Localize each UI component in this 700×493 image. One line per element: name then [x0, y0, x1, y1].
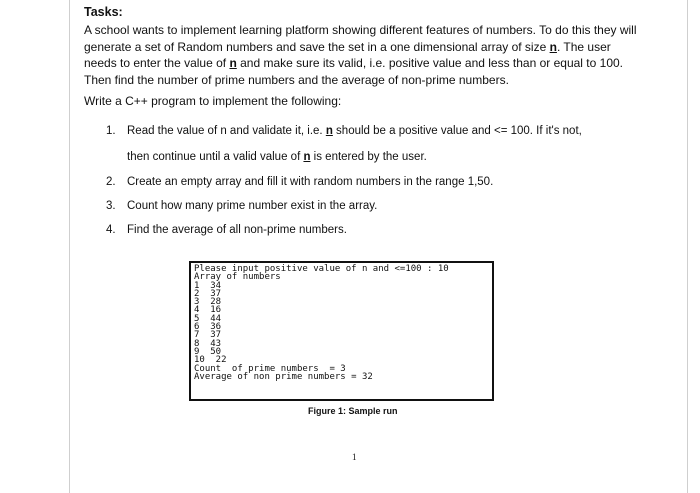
intro-text-2-end: and make sure its valid, i.e. positive value and less than or equal to 100. Then find the number of prime numbers and the average of non-prime numbers.	[84, 56, 624, 87]
console-row: 2 37	[194, 288, 222, 299]
console-row: 3 28	[194, 297, 222, 308]
task-text: Create an empty array and fill it with random numbers in the range 1,50.	[127, 176, 494, 188]
intro-text-1: A school wants to implement learning platform showing different features of numbers. To do this they will generate a set of Random numbers and save the set in a one dimensional array of size	[84, 23, 637, 54]
intro-n-2: n	[229, 56, 237, 70]
console-prompt: Please input positive value of n and <=100 : 10	[194, 264, 449, 274]
task-text	[127, 125, 582, 137]
console-row: 9 50	[194, 346, 222, 357]
task-number: 1.	[106, 125, 116, 137]
figure-caption: Figure 1: Sample run	[308, 406, 398, 416]
console-row: 4 16	[194, 305, 222, 316]
task-n: n	[303, 151, 311, 163]
left-border	[69, 0, 70, 493]
task-text-part: Read the value of n and validate it, i.e.	[127, 125, 326, 137]
console-row: 1 34	[194, 280, 222, 291]
console-row: 6 36	[194, 322, 222, 333]
task-text-part: is entered by the user.	[310, 151, 427, 163]
tasks-heading: Tasks:	[84, 5, 123, 19]
intro-n-1: n	[549, 39, 557, 54]
task-text-part: should be a positive value and <= 100. If it's not,	[332, 125, 582, 137]
intro-text-2: The user needs to enter the value of	[84, 39, 611, 70]
console-array-header: Array of numbers	[194, 272, 281, 283]
intro-paragraph	[84, 22, 644, 88]
task-text-part: then continue until a valid value of	[127, 151, 304, 163]
console-average: Average of non prime numbers = 32	[194, 371, 373, 382]
task-text: Find the average of all non-prime numbers.	[127, 224, 347, 236]
right-border	[687, 0, 688, 493]
instruction-line: Write a C++ program to implement the following:	[84, 94, 342, 108]
task-text: Count how many prime number exist in the array.	[127, 200, 378, 212]
console-row: 10 22	[194, 355, 227, 366]
console-row: 8 43	[194, 338, 222, 349]
task-number: 4.	[106, 224, 116, 236]
intro-text-1-end: .	[556, 39, 561, 54]
page-number: 1	[352, 452, 357, 462]
console-output	[189, 261, 494, 401]
task-number: 3.	[106, 200, 116, 212]
task-n: n	[325, 125, 333, 137]
console-row: 7 37	[194, 330, 222, 341]
task-text	[127, 151, 427, 163]
task-number: 2.	[106, 176, 116, 188]
console-row: 5 44	[194, 313, 222, 324]
console-count: Count of prime numbers = 3	[194, 363, 346, 374]
